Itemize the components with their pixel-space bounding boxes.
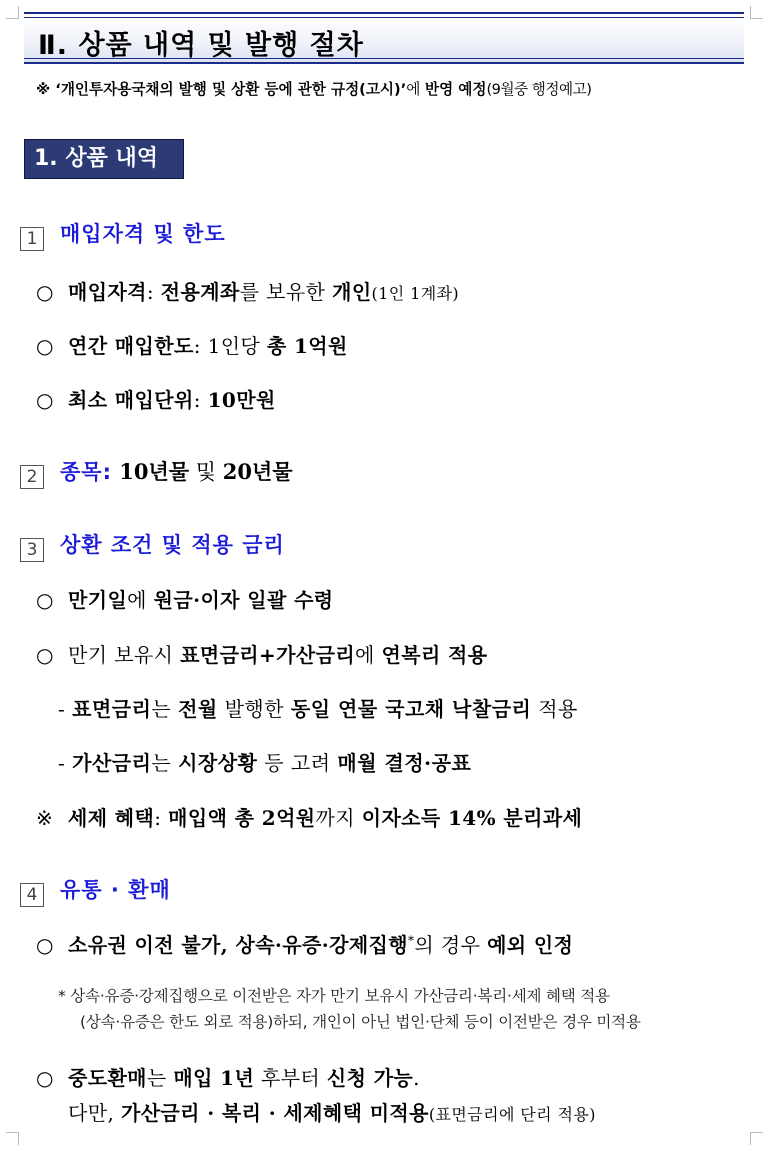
item-1-heading: 1 매입자격 및 한도 <box>20 218 226 251</box>
chapter-title-bar <box>24 12 744 64</box>
bullet-icon: ○ <box>36 933 54 957</box>
section-label: 1. 상품 내역 <box>24 139 184 179</box>
bullet-icon: ○ <box>36 1066 54 1090</box>
footnote-line-2: (상속·유증은 한도 외로 적용)하되, 개인이 아닌 법인·단체 등이 이전받은 경우 미적용 <box>80 1013 641 1031</box>
ownership-transfer-row: ○ 소유권 이전 불가, 상속·유증·강제집행*의 경우 예외 인정 <box>36 933 574 957</box>
interest-rate-row: ○ 만기 보유시 표면금리+가산금리에 연복리 적용 <box>36 643 488 667</box>
bullet-icon: ○ <box>36 334 54 358</box>
reference-mark-icon: ※ <box>36 806 54 830</box>
item-3-heading: 3 상환 조건 및 적용 금리 <box>20 529 285 562</box>
crop-mark-top-right <box>750 6 763 19</box>
maturity-row: ○ 만기일에 원금·이자 일괄 수령 <box>36 588 334 612</box>
early-redemption-note-row: 다만, 가산금리 · 복리 · 세제혜택 미적용(표면금리에 단리 적용) <box>68 1101 596 1125</box>
crop-mark-bottom-left <box>6 1132 19 1145</box>
eligibility-row: ○ 매입자격: 전용계좌를 보유한 개인(1인 1계좌) <box>36 280 460 304</box>
title-rule-top <box>24 17 744 18</box>
additional-rate-subrow: - 가산금리는 시장상황 등 고려 매월 결정·공표 <box>58 751 472 775</box>
chapter-title: Ⅱ. 상품 내역 및 발행 절차 <box>38 30 364 61</box>
bullet-icon: ○ <box>36 588 54 612</box>
bullet-icon: ○ <box>36 388 54 412</box>
footnote-line-1: * 상속·유증·강제집행으로 이전받은 자가 만기 보유시 가산금리·복리·세제 혜택 적용 <box>58 987 610 1005</box>
item-4-number: 4 <box>20 883 44 907</box>
item-3-number: 3 <box>20 538 44 562</box>
item-2-number: 2 <box>20 465 44 489</box>
tax-benefit-row: ※세제 혜택: 매입액 총 2억원까지 이자소득 14% 분리과세 <box>36 806 583 830</box>
crop-mark-top-left <box>6 6 19 19</box>
min-unit-row: ○ 최소 매입단위: 10만원 <box>36 388 276 412</box>
item-1-number: 1 <box>20 227 44 251</box>
item-4-heading: 4 유통 · 환매 <box>20 874 171 907</box>
item-2-heading: 2 종목: 10년물 및 20년물 <box>20 456 293 489</box>
regulation-notice: ※ ‘개인투자용국채의 발행 및 상환 등에 관한 규정(고시)’에 반영 예정(9월중 행정예고) <box>36 81 592 98</box>
crop-mark-bottom-right <box>750 1132 763 1145</box>
early-redemption-row: ○ 중도환매는 매입 1년 후부터 신청 가능. <box>36 1066 420 1090</box>
bullet-icon: ○ <box>36 280 54 304</box>
bullet-icon: ○ <box>36 643 54 667</box>
surface-rate-subrow: - 표면금리는 전월 발행한 동일 연물 국고채 낙찰금리 적용 <box>58 697 578 721</box>
annual-limit-row: ○ 연간 매입한도: 1인당 총 1억원 <box>36 334 348 358</box>
